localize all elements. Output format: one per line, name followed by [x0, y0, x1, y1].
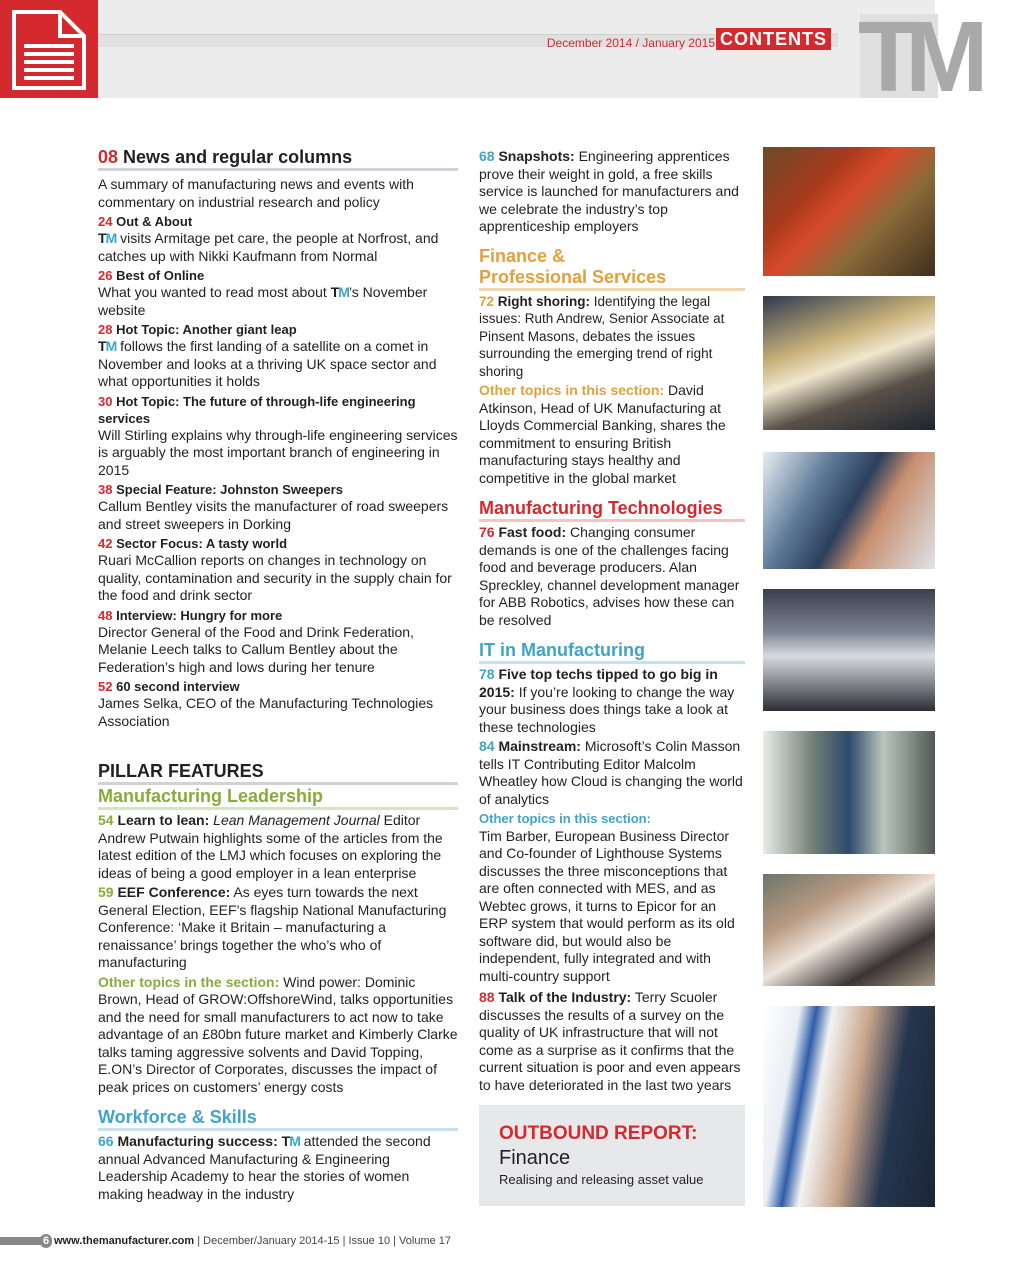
tm-mark: TM	[98, 338, 117, 354]
middle-column	[479, 148, 745, 1096]
finance-title: Finance & Professional Services	[479, 246, 745, 291]
photo-food-ingredients	[763, 147, 935, 276]
item-26-head: 26 Best of Online	[98, 268, 205, 283]
footer	[0, 1234, 460, 1248]
photo-women-event	[763, 874, 935, 986]
tm-mark: TM	[281, 1133, 300, 1149]
photo-awards	[763, 296, 935, 430]
outbound-desc: Realising and releasing asset value	[499, 1172, 704, 1187]
item-52-body: James Selka, CEO of the Manufacturing Technologies Association	[98, 695, 434, 729]
item-28-head: 28 Hot Topic: Another giant leap	[98, 322, 297, 337]
tm-mark: TM	[330, 284, 349, 300]
tm-mark: TM	[98, 230, 117, 246]
contents-title: CONTENTS	[716, 28, 831, 50]
item-42-head: 42 Sector Focus: A tasty world	[98, 536, 288, 551]
item-59: 59 EEF Conference: As eyes turn towards the next General Election, EEF’s flagship National Manufacturing Conference: ‘Make it Britain – manufacturing a renaissance’ brings together the who’s who of manufacturing	[98, 884, 447, 970]
news-section-title: 08 News and regular columns	[98, 146, 458, 171]
tech-title: Manufacturing Technologies	[479, 497, 745, 522]
item-30-body: Will Stirling explains why through-life engineering services is arguably the most important branch of engineering in 2015	[98, 426, 458, 478]
document-icon	[12, 10, 86, 90]
photo-speaker	[763, 1006, 935, 1207]
item-78: 78 Five top techs tipped to go big in 2015: If you’re looking to change the way your business does things take a look at these technologies	[479, 666, 735, 735]
tm-logo: TM	[858, 1, 975, 113]
workforce-title: Workforce & Skills	[98, 1106, 458, 1131]
news-intro: A summary of manufacturing news and events with commentary on industrial research and policy	[98, 176, 414, 210]
photo-conference-audience	[763, 589, 935, 711]
item-54: 54 Learn to lean: Lean Management Journal Editor Andrew Putwain highlights some of the articles from the latest edition of the LMJ which focuses on exploring the ideas of being a good employer in a lean enterprise	[98, 812, 443, 881]
it-other-body: Tim Barber, European Business Director and Co-founder of Lighthouse Systems discusses the three misconceptions that are often connected with MES, and as Webtec grows, it turns to Epicor for an ERP system that would perform as its old software did, but would also be independent, fully integrated and with multi-country support	[479, 827, 735, 984]
item-38-body: Callum Bentley visits the manufacturer of road sweepers and street sweepers in Dorking	[98, 498, 449, 532]
issue-date: December 2014 / January 2015	[546, 36, 715, 50]
it-other-label: Other topics in this section:	[479, 811, 651, 826]
outbound-subtitle: Finance	[499, 1147, 571, 1169]
item-66: 66 Manufacturing success: TM attended the second annual Advanced Manufacturing & Engineering Leadership Academy to hear the stories of women making headway in the industry	[98, 1133, 431, 1202]
leadership-title: Manufacturing Leadership	[98, 785, 458, 810]
item-48-head: 48 Interview: Hungry for more	[98, 607, 283, 623]
footer-url[interactable]: www.themanufacturer.com	[54, 1235, 195, 1247]
finance-other: Other topics in this section: David Atkinson, Head of UK Manufacturing at Lloyds Commercial Banking, shares the commitment to ensuring British manufacturing stays healthy and competitive in the global market	[479, 382, 726, 486]
item-84: 84 Mainstream: Microsoft’s Colin Masson tells IT Contributing Editor Malcolm Wheatley how Cloud is changing the world of analytics	[479, 738, 743, 807]
photo-apprentice-welding	[763, 731, 935, 854]
leadership-other: Other topics in the section: Wind power: Dominic Brown, Head of GROW:OffshoreWind, talks opportunities and the need for small manufacturers to act now to take advantage of an £80bn future market and Kimberly Clarke talks taming aggressive solvents and David Topping, E.ON’s Director of Corporates, discusses the impact of peak prices on customers’ energy costs	[98, 973, 458, 1095]
item-68: 68 Snapshots: Engineering apprentices prove their weight in gold, a free skills service is launched for manufacturers and we celebrate the industry’s top apprenticeship employers	[479, 148, 739, 234]
item-52-head: 52 60 second interview	[98, 679, 240, 694]
it-title: IT in Manufacturing	[479, 639, 745, 664]
footer-text: www.themanufacturer.com | December/January 2014-15 | Issue 10 | Volume 17	[54, 1235, 452, 1247]
photo-conversation	[763, 452, 935, 569]
item-30-head: 30 Hot Topic: The future of through-life engineering services	[98, 393, 416, 426]
item-24-head: 24 Out & About	[98, 214, 193, 229]
item-28-body: TM follows the first landing of a satellite on a comet in November and looks at a thriving UK space sector and what opportunities it holds	[98, 338, 437, 389]
outbound-report-box	[479, 1105, 745, 1206]
outbound-title: OUTBOUND REPORT:	[499, 1123, 698, 1144]
left-column	[98, 146, 458, 1205]
pillar-features-title: PILLAR FEATURES	[98, 760, 458, 785]
item-48-body: Director General of the Food and Drink Federation, Melanie Leech talks to Callum Bentley about the Federation’s high and lows during her tenure	[98, 623, 414, 675]
item-26-body: What you wanted to read most about TM’s November website	[98, 284, 428, 318]
page-number: 6	[40, 1234, 52, 1248]
item-76: 76 Fast food: Changing consumer demands is one of the challenges facing food and beverage producers. Alan Spreckley, channel development manager for ABB Robotics, advises how these can be resolved	[479, 524, 740, 628]
contents-icon-block	[0, 0, 98, 98]
item-88: 88 Talk of the Industry: Terry Scuoler discusses the results of a survey on the quality of UK infrastructure that will not come as a surprise as it confirms that the current situation is poor and even appears to have deteriorated in the last two years	[479, 989, 741, 1093]
item-24-body: TM visits Armitage pet care, the people at Norfrost, and catches up with Nikki Kaufmann from Normal	[98, 230, 439, 264]
item-38-head: 38 Special Feature: Johnston Sweepers	[98, 482, 343, 497]
footer-bar	[0, 1237, 42, 1245]
item-72: 72 Right shoring: Identifying the legal issues: Ruth Andrew, Senior Associate at Pinsent Masons, debates the issues surrounding the emerging trend of right shoring	[479, 293, 725, 379]
item-42-body: Ruari McCallion reports on changes in technology on quality, contamination and security in the supply chain for the food and drink sector	[98, 552, 452, 603]
